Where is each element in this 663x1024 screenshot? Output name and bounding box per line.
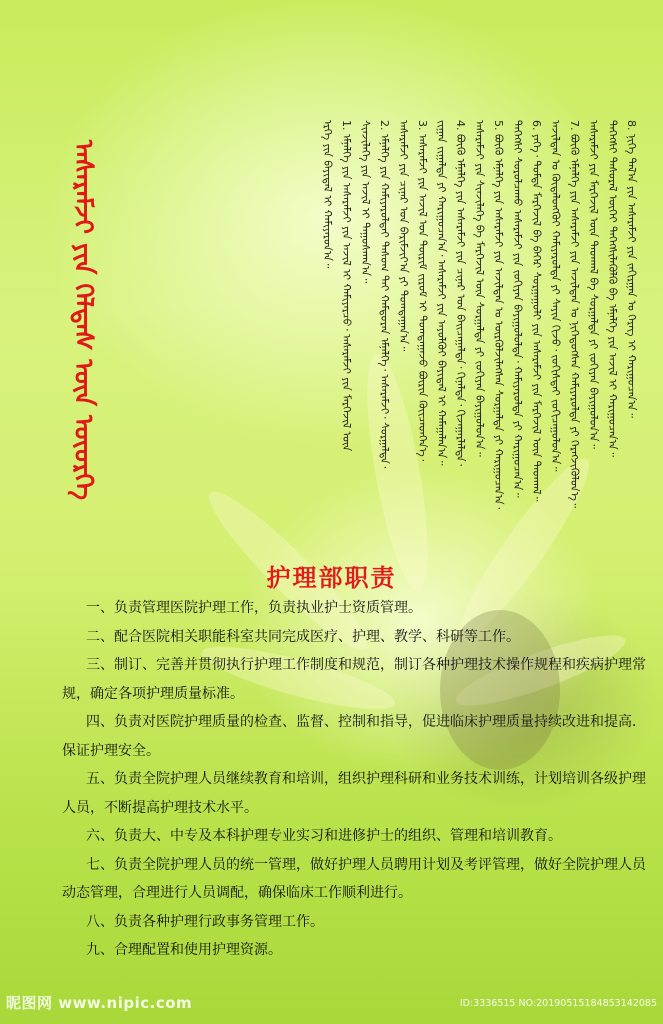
duty-item: 一、负责管理医院护理工作，负责执业护士资质管理。 [86,600,422,616]
duty-item: 八、负责各种护理行政事务管理工作。 [86,913,324,930]
mongolian-column: 8. ᠨᠢᠭᠡ ᠲᠠᠯ᠎ᠠ ᠶᠢᠨ ᠠᠰᠠᠷᠠᠮᠵᠢ ᠶᠢᠨ ᠵᠠᠬᠢᠷᠭᠠᠨ ᠤ ᠬᠡᠷᠡᠭ ᠢ ᠬᠠᠷᠢᠭᠤᠴᠠᠨ᠎ᠠ᠃ [625,120,638,418]
duty-item: 四、负责对医院护理质量的检查、监督、控制和指导，促进临床护理质量持续改进和提高．保证护理安全。 [62,714,646,759]
mongolian-column: 6. ᠶᠡᠬᠡ᠂ ᠳᠤᠮᠳᠠ ᠮᠡᠷᠭᠡᠵᠢᠯ ᠪᠠ ᠪᠡᠭᠡᠷ ᠰᠤᠷᠭᠠᠭᠤᠯᠢ ᠶᠢᠨ ᠠᠰᠠᠷᠠᠮᠵᠢ ᠶᠢᠨ ᠮᠡᠷᠭᠡᠵᠢᠯ ᠦᠨ ᠳᠠᠳᠬᠠᠯ᠃ [530,120,543,502]
mongolian-column: ᠡᠷᠬᠡ ᠶᠢᠨ ᠪᠠᠶᠢᠳᠠᠯ ᠢ ᠬᠠᠮᠢᠶᠠᠷᠤᠨ᠎ᠠ᠃ [321,120,334,269]
mongolian-column: ᠠᠰᠠᠷᠠᠮᠵᠢ ᠶᠢᠨ ᠰᠢᠨᠵᠢᠯᠡᠭᠡ ᠪᠠ ᠮᠡᠷᠭᠡᠵᠢᠯ ᠦᠨ ᠰᠤᠷᠭᠠᠯᠲᠠ ᠶᠢ ᠵᠣᠬᠢᠶᠠᠨ ᠪᠠᠶᠢᠭᠤᠯᠤᠨ᠎ᠠ᠃ [473,120,486,457]
mongolian-column: 7. ᠪᠦᠬᠦ ᠡᠮᠨᠡᠯᠭᠡ ᠶᠢᠨ ᠠᠰᠠᠷᠠᠮᠵᠢ ᠶᠢᠨ ᠠᠵᠢᠯᠲᠠᠨ ᠤ ᠨᠢᠭᠡᠳᠦᠭᠰᠡᠨ ᠬᠠᠮᠢᠶᠠᠷᠤᠯᠲᠠ ᠶᠢ ᠬᠡᠷᠡᠭᠵᠢᠭᠦᠯᠦᠨ᠎ᠡ᠃ [568,120,581,509]
mongolian-column: 3. ᠠᠰᠠᠷᠠᠮᠵᠢ ᠶᠢᠨ ᠠᠵᠢᠯ ᠤᠨ ᠳᠦᠷᠢᠮ ᠵᠢᠷᠤᠮ ᠢ ᠲᠣᠭᠲᠠᠭᠠᠵᠤ ᠪᠦᠷᠢᠨ ᠭᠦᠢᠴᠡᠳᠬᠡᠨ᠎ᠡ᠂ [416,120,429,462]
watermark-logo: 昵图网 www.nipic.com [6,994,193,1012]
mongolian-column: 1. ᠡᠮᠨᠡᠯᠭᠡ ᠶᠢᠨ ᠠᠰᠠᠷᠠᠮᠵᠢ ᠶᠢᠨ ᠠᠵᠢᠯ ᠢ ᠬᠠᠮᠢᠶᠠᠷᠴᠤ᠂ ᠠᠰᠠᠷᠠᠮᠵᠢ ᠶᠢᠨ ᠮᠡᠷᠭᠡᠵᠢᠯ ᠦᠨ [340,120,353,452]
duty-item: 九、合理配置和使用护理资源。 [86,942,282,958]
duty-item: 五、负责全院护理人员继续教育和培训，组织护理科研和业务技术训练，计划培训各级护理人员，不断提高护理技术水平。 [62,771,646,816]
mongolian-column: 2. ᠡᠮᠨᠡᠯᠭᠡ ᠶᠢᠨ ᠬᠠᠮᠢᠶᠠᠷᠤᠯᠲᠠᠢ ᠲᠠᠰᠤᠭ ᠲᠠᠢ ᠬᠠᠮᠲᠤᠷᠠᠨ ᠡᠮᠨᠡᠯᠭᠡ᠂ ᠠᠰᠠᠷᠠᠮᠵᠢ᠂ ᠰᠤᠷᠭᠠᠯᠲᠠ᠂ [378,120,391,469]
mongolian-column: 5. ᠪᠦᠬᠦ ᠡᠮᠨᠡᠯᠭᠡ ᠶᠢᠨ ᠠᠰᠠᠷᠠᠮᠵᠢ ᠶᠢᠨ ᠠᠵᠢᠯᠲᠠᠨ ᠤ ᠦᠷᠭᠦᠯᠵᠢᠯᠡᠭᠰᠡᠨ ᠰᠤᠷᠭᠠᠯᠲᠠ ᠶᠢ ᠬᠠᠷᠢᠭᠤᠴᠠᠨ᠎ᠠ᠂ [492,120,505,510]
duty-item: 六、负责大、中专及本科护理专业实习和进修护士的组织、管理和培训教育。 [86,828,562,844]
mongolian-text-block [100,120,640,560]
duty-list [62,594,658,965]
mongolian-column: ᠠᠰᠠᠷᠠᠮᠵᠢ ᠶᠢᠨ ᠮᠡᠷᠭᠡᠵᠢᠯ ᠦᠨ ᠳᠠᠳᠬᠠᠯ ᠪᠠ ᠰᠤᠷᠭᠠᠯᠲᠠ ᠶᠢ ᠵᠤᠬᠢᠶᠠᠨ ᠪᠠᠶᠢᠭᠤᠯᠤᠨ᠎ᠠ᠃ [587,120,600,449]
mongolian-column: 4. ᠪᠦᠬᠦ ᠡᠮᠨᠡᠯᠭᠡ ᠶᠢᠨ ᠠᠰᠠᠷᠠᠮᠵᠢ ᠶᠢᠨ ᠴᠢᠨᠠᠷ ᠤᠨ ᠪᠠᠢᠴᠠᠭᠠᠯᠲᠠ᠂ ᠬᠢᠨᠠᠯᠲᠠ᠂ ᠬᠢᠵᠠᠭᠠᠷᠯᠠᠯᠲᠠ᠂ [454,120,467,466]
mongolian-column: ᠵᠢᠭᠠᠨ ᠵᠢᠭᠠᠯᠲᠠ ᠶᠢ ᠬᠠᠷᠢᠭᠤᠴᠠᠨ᠎ᠠ᠂ ᠠᠰᠠᠷᠠᠮᠵᠢ ᠶᠢᠨ ᠠᠶᠤᠯᠭᠦᠢ ᠪᠠᠶᠢᠳᠠᠯ ᠢ ᠬᠠᠮᠠᠭᠠᠯᠠᠨ᠎ᠠ᠃ [435,120,448,466]
mongolian-column: ᠠᠰᠠᠷᠠᠮᠵᠢ ᠶᠢᠨ ᠴᠢᠨᠠᠷ ᠤᠨ ᠪᠠᠷᠢᠮᠵᠢᠶ᠎ᠠ ᠶᠢ ᠲᠣᠭᠲᠠᠭᠠᠨ᠎ᠠ᠃ [397,120,410,352]
page-title: 护理部职责 [266,564,397,592]
duty-item: 三、制订、完善并贯彻执行护理工作制度和规范，制订各种护理技术操作规程和疾病护理常规，确定各项护理质量标准。 [62,657,646,702]
mongolian-column: ᠳᠡᠭᠡᠭᠰᠢ ᠲᠠᠰᠤᠷᠠᠯ ᠦᠭᠡᠢ ᠳᠡᠭᠡᠭᠰᠢᠯᠡᠭᠦᠯᠬᠦ ᠪᠠ ᠡᠮᠨᠡᠯᠭᠡ ᠶᠢᠨ ᠠᠵᠢᠯ ᠢ ᠬᠠᠷᠢᠭᠤᠴᠠᠨ᠎ᠠ᠃ [606,120,619,457]
watermark-id: ID:3336515 NO:20190515184853142085 [459,998,657,1009]
duty-item: 七、负责全院护理人员的统一管理，做好护理人员聘用计划及考评管理，做好全院护理人员动态管理，合理进行人员调配，确保临床工作顺利进行。 [62,856,646,901]
mongolian-column: ᠠᠵᠢᠯᠲᠠᠨ ᠤ ᠬᠦᠳᠡᠯᠦᠩᠭᠦᠢ ᠬᠠᠮᠢᠶᠠᠷᠤᠯᠲᠠ ᠶᠢ ᠰᠠᠶᠢᠨ ᠬᠢᠵᠦ᠂ ᠵᠣᠬᠢᠰᠲᠠᠢ ᠵᠣᠬᠢᠴᠠᠭᠤᠯᠤᠨ᠎ᠠ᠃ [549,120,562,472]
mongolian-column: ᠳᠡᠭᠡᠭᠰᠢ ᠰᠤᠷᠤᠯᠴᠠᠬᠤ ᠠᠰᠠᠷᠠᠮᠵᠢ ᠶᠢᠨ ᠵᠣᠬᠢᠶᠠᠨ ᠪᠠᠶᠢᠭᠤᠯᠤᠯᠲᠠ᠂ ᠬᠠᠮᠢᠶᠠᠷᠤᠯᠲᠠ ᠶᠢ ᠬᠠᠷᠢᠭᠤᠴᠠᠨ᠎ᠠ᠃ [511,120,524,498]
mongolian-title: ᠠᠰᠠᠷᠠᠮᠵᠢ ᠶᠢᠨ ᠬᠡᠯᠲᠡᠰ ᠦᠨ ᠦᠦᠷᠭᠡ [68,140,98,501]
duty-item: 二、配合医院相关职能科室共同完成医疗、护理、教学、科研等工作。 [86,628,520,645]
mongolian-column: ᠰᠢᠨᠵᠢᠯᠡᠭᠡ ᠶᠢᠨ ᠠᠵᠢᠯ ᠢ ᠳᠠᠭᠤᠰᠭᠠᠨ᠎ᠠ᠃ [359,120,372,284]
